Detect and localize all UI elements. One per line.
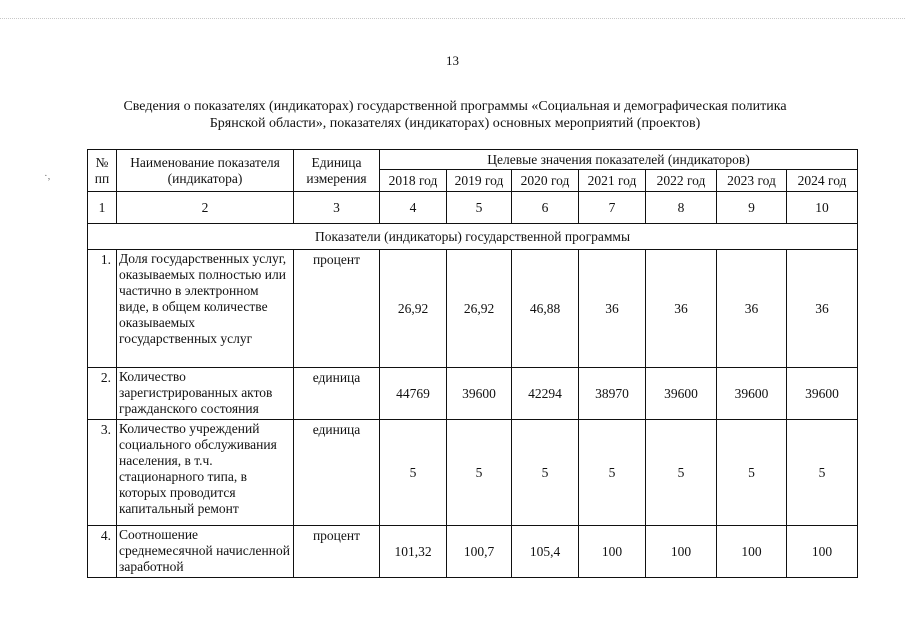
header-row-1 — [88, 150, 858, 170]
value-2024: 100 — [787, 526, 858, 578]
col-number: 9 — [717, 192, 787, 224]
section-title: Показатели (индикаторы) государственной программы — [88, 224, 858, 250]
row-number: 2. — [88, 368, 117, 420]
col-number: 4 — [380, 192, 447, 224]
value-2023: 36 — [717, 250, 787, 368]
page-number: 13 — [446, 53, 459, 68]
value-2022: 36 — [646, 250, 717, 368]
value-2019: 39600 — [447, 368, 512, 420]
value-2024: 36 — [787, 250, 858, 368]
value-2024: 39600 — [787, 368, 858, 420]
col-number: 8 — [646, 192, 717, 224]
header-year: 2023 год — [717, 170, 787, 192]
col-number: 2 — [117, 192, 294, 224]
indicator-name: Соотношение среднемесячной начисленной заработной — [117, 526, 294, 578]
header-target: Целевые значения показателей (индикаторов) — [380, 150, 858, 170]
value-2021: 36 — [579, 250, 646, 368]
indicators-table — [87, 149, 858, 578]
value-2018: 5 — [380, 420, 447, 526]
value-2020: 105,4 — [512, 526, 579, 578]
col-number: 5 — [447, 192, 512, 224]
indicator-unit: единица — [294, 420, 380, 526]
indicator-name: Количество учреждений социального обслуживания населения, в т.ч. стационарного типа, в которых проводится капитальный ремонт — [117, 420, 294, 526]
header-name: Наименование показателя (индикатора) — [117, 150, 294, 192]
value-2018: 26,92 — [380, 250, 447, 368]
value-2020: 42294 — [512, 368, 579, 420]
title-line-1: Сведения о показателях (индикаторах) государственной программы «Социальная и демографическая политика — [123, 99, 787, 114]
table-row — [88, 368, 858, 420]
section-row — [88, 224, 858, 250]
row-number: 4. — [88, 526, 117, 578]
value-2018: 101,32 — [380, 526, 447, 578]
header-num: № пп — [88, 150, 117, 192]
column-numbers-row — [88, 192, 858, 224]
header-unit: Единица измерения — [294, 150, 380, 192]
value-2022: 39600 — [646, 368, 717, 420]
value-2021: 100 — [579, 526, 646, 578]
indicator-unit: процент — [294, 250, 380, 368]
value-2023: 100 — [717, 526, 787, 578]
scan-artifact-mark: ·, — [44, 170, 51, 182]
value-2022: 5 — [646, 420, 717, 526]
table-row — [88, 250, 858, 368]
header-year: 2019 год — [447, 170, 512, 192]
value-2018: 44769 — [380, 368, 447, 420]
scan-artifact-line — [0, 18, 905, 19]
header-year: 2022 год — [646, 170, 717, 192]
indicator-name: Количество зарегистрированных актов гражданского состояния — [117, 368, 294, 420]
table-row — [88, 526, 858, 578]
value-2020: 46,88 — [512, 250, 579, 368]
indicator-unit: процент — [294, 526, 380, 578]
table-row — [88, 420, 858, 526]
value-2019: 100,7 — [447, 526, 512, 578]
value-2023: 39600 — [717, 368, 787, 420]
value-2022: 100 — [646, 526, 717, 578]
header-year: 2018 год — [380, 170, 447, 192]
document-title — [60, 98, 850, 132]
value-2024: 5 — [787, 420, 858, 526]
value-2019: 5 — [447, 420, 512, 526]
value-2021: 5 — [579, 420, 646, 526]
col-number: 10 — [787, 192, 858, 224]
header-year: 2024 год — [787, 170, 858, 192]
value-2019: 26,92 — [447, 250, 512, 368]
col-number: 7 — [579, 192, 646, 224]
indicator-name: Доля государственных услуг, оказываемых полностью или частично в электронном виде, в общем количестве оказываемых государственных услуг — [117, 250, 294, 368]
header-year: 2020 год — [512, 170, 579, 192]
col-number: 1 — [88, 192, 117, 224]
value-2020: 5 — [512, 420, 579, 526]
indicator-unit: единица — [294, 368, 380, 420]
col-number: 6 — [512, 192, 579, 224]
header-year: 2021 год — [579, 170, 646, 192]
title-line-2: Брянской области», показателях (индикаторах) основных мероприятий (проектов) — [209, 116, 701, 131]
col-number: 3 — [294, 192, 380, 224]
row-number: 1. — [88, 250, 117, 368]
value-2021: 38970 — [579, 368, 646, 420]
row-number: 3. — [88, 420, 117, 526]
value-2023: 5 — [717, 420, 787, 526]
